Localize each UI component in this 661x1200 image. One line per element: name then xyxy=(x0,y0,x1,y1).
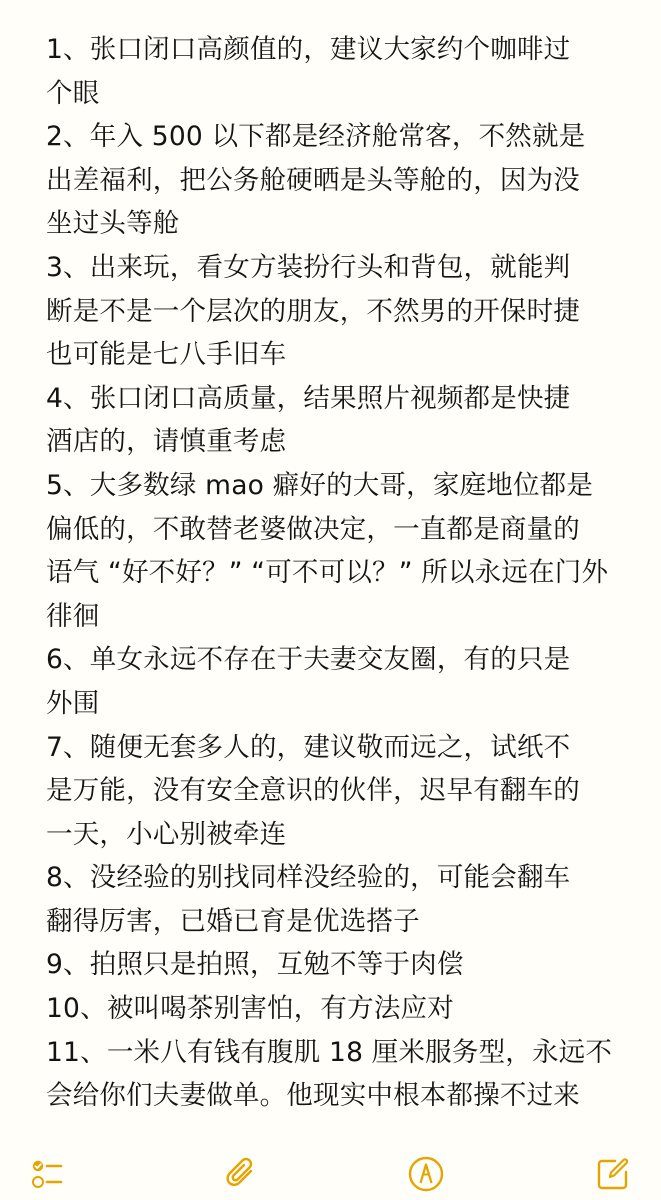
note-line: 7、随便无套多人的，建议敬而远之，试纸不 xyxy=(46,731,571,763)
checklist-icon xyxy=(28,1154,68,1194)
compose-button[interactable] xyxy=(593,1154,633,1194)
bottom-toolbar xyxy=(0,1148,661,1200)
compose-icon xyxy=(593,1154,633,1194)
markup-button[interactable] xyxy=(406,1154,446,1194)
note-line: 9、拍照只是拍照，互勉不等于肉偿 xyxy=(46,949,464,981)
note-body[interactable] xyxy=(46,28,636,1118)
note-line: 酒店的，请慎重考虑 xyxy=(46,426,287,458)
note-line: 语气 “好不好？” “可不可以？” 所以永远在门外 xyxy=(46,557,609,589)
note-line: 11、一米八有钱有腹肌 18 厘米服务型，永远不 xyxy=(46,1036,613,1068)
note-line: 也可能是七八手旧车 xyxy=(46,339,287,371)
note-line: 坐过头等舱 xyxy=(46,208,180,240)
note-line: 5、大多数绿 mao 癖好的大哥，家庭地位都是 xyxy=(46,469,594,501)
note-line: 外围 xyxy=(46,687,100,719)
note-line: 翻得厉害，已婚已育是优选搭子 xyxy=(46,905,420,937)
note-line: 会给你们夫妻做单。他现实中根本都操不过来 xyxy=(46,1080,580,1112)
note-line: 一天，小心别被牵连 xyxy=(46,818,287,850)
note-line: 个眼 xyxy=(46,77,100,109)
note-line: 6、单女永远不存在于夫妻交友圈，有的只是 xyxy=(46,644,571,676)
note-line: 10、被叫喝茶别害怕，有方法应对 xyxy=(46,993,454,1025)
note-line: 断是不是一个层次的朋友，不然男的开保时捷 xyxy=(46,295,580,327)
note-line: 3、出来玩，看女方装扮行头和背包，就能判 xyxy=(46,251,571,283)
note-line: 2、年入 500 以下都是经济舱常客，不然就是 xyxy=(46,121,586,153)
note-line: 是万能，没有安全意识的伙伴，迟早有翻车的 xyxy=(46,775,580,807)
note-line: 1、张口闭口高颜值的，建议大家约个咖啡过 xyxy=(46,34,571,65)
note-line: 偏低的，不敢替老婆做决定，一直都是商量的 xyxy=(46,513,580,545)
paperclip-icon xyxy=(221,1154,261,1194)
checklist-button[interactable] xyxy=(28,1154,68,1194)
note-line: 出差福利，把公务舱硬晒是头等舱的，因为没 xyxy=(46,164,580,196)
note-line: 徘徊 xyxy=(46,600,100,632)
note-line: 4、张口闭口高质量，结果照片视频都是快捷 xyxy=(46,382,571,414)
markup-pen-icon xyxy=(406,1154,446,1194)
note-line: 8、没经验的别找同样没经验的，可能会翻车 xyxy=(46,862,571,894)
attach-button[interactable] xyxy=(221,1154,261,1194)
